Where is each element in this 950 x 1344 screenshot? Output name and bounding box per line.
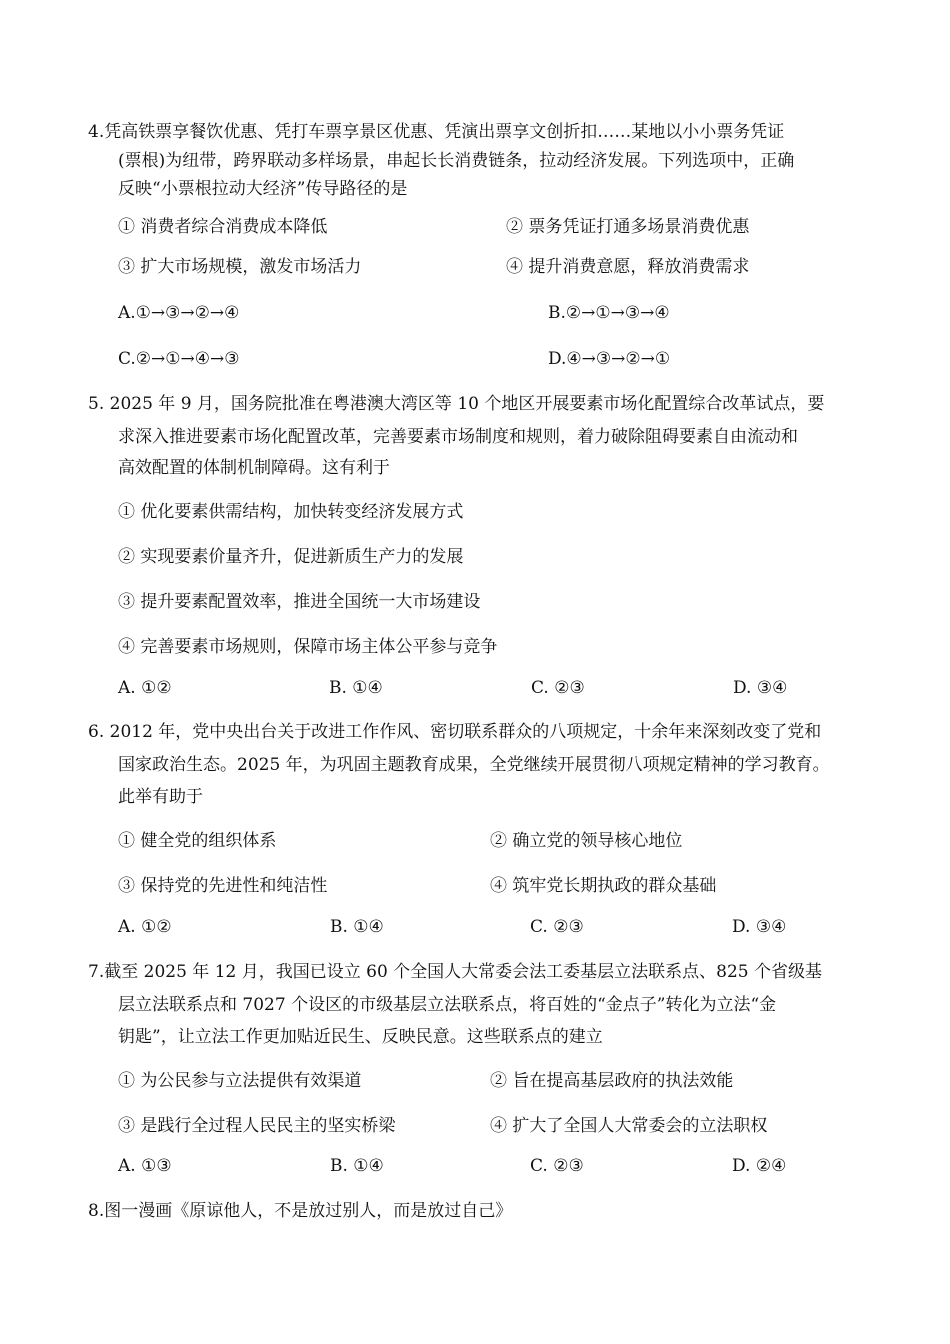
q6-choice-c: C. ②③	[530, 917, 584, 937]
q5-choice-a: A. ①②	[118, 678, 172, 698]
q5-choice-c: C. ②③	[531, 678, 585, 698]
q5-statement-3: ③ 提升要素配置效率，推进全国统一大市场建设	[118, 592, 481, 612]
q4-choice-a: A.①→③→②→④	[118, 303, 240, 323]
q6-statement-2: ② 确立党的领导核心地位	[490, 831, 683, 851]
q4-statement-2: ② 票务凭证打通多场景消费优惠	[506, 217, 750, 237]
q4-statement-4: ④ 提升消费意愿，释放消费需求	[506, 257, 750, 277]
q6-statement-1: ① 健全党的组织体系	[118, 831, 277, 851]
q5-choice-d: D. ③④	[733, 678, 788, 698]
q4-stem-line-1: 4.凭高铁票享餐饮优惠、凭打车票享景区优惠、凭演出票享文创折扣……某地以小小票务凭证	[88, 122, 785, 142]
q4-stem-line-2: (票根)为纽带，跨界联动多样场景，串起长长消费链条，拉动经济发展。下列选项中，正确	[118, 151, 795, 171]
q4-choice-c: C.②→①→④→③	[118, 349, 240, 369]
q4-stem-line-3: 反映“小票根拉动大经济”传导路径的是	[118, 179, 408, 199]
q6-choice-d: D. ③④	[732, 917, 787, 937]
q5-statement-4: ④ 完善要素市场规则，保障市场主体公平参与竞争	[118, 637, 498, 657]
q4-statement-1: ① 消费者综合消费成本降低	[118, 217, 328, 237]
q4-choice-b: B.②→①→③→④	[548, 303, 670, 323]
q7-statement-2: ② 旨在提高基层政府的执法效能	[490, 1071, 734, 1091]
q7-choice-c: C. ②③	[530, 1156, 584, 1176]
q8-stem-line-1: 8.图一漫画《原谅他人，不是放过别人，而是放过自己》	[88, 1201, 513, 1221]
q5-statement-1: ① 优化要素供需结构，加快转变经济发展方式	[118, 502, 464, 522]
q4-choice-d: D.④→③→②→①	[548, 349, 671, 369]
q5-stem-line-3: 高效配置的体制机制障碍。这有利于	[118, 458, 390, 478]
q7-statement-4: ④ 扩大了全国人大常委会的立法职权	[490, 1116, 768, 1136]
q6-stem-line-2: 国家政治生态。2025 年，为巩固主题教育成果，全党继续开展贯彻八项规定精神的学习教育。	[118, 755, 830, 775]
q7-statement-3: ③ 是践行全过程人民民主的坚实桥梁	[118, 1116, 396, 1136]
q7-choice-b: B. ①④	[330, 1156, 384, 1176]
q5-stem-line-2: 求深入推进要素市场化配置改革，完善要素市场制度和规则，着力破除阻碍要素自由流动和	[118, 427, 798, 447]
q5-statement-2: ② 实现要素价量齐升，促进新质生产力的发展	[118, 547, 464, 567]
q7-stem-line-3: 钥匙”，让立法工作更加贴近民生、反映民意。这些联系点的建立	[118, 1027, 603, 1047]
q6-statement-4: ④ 筑牢党长期执政的群众基础	[490, 876, 717, 896]
q7-stem-line-1: 7.截至 2025 年 12 月，我国已设立 60 个全国人大常委会法工委基层立法联系点、825 个省级基	[88, 962, 823, 982]
q7-stem-line-2: 层立法联系点和 7027 个设区的市级基层立法联系点，将百姓的“金点子”转化为立法“金	[118, 995, 777, 1015]
q6-stem-line-3: 此举有助于	[118, 787, 203, 807]
q5-choice-b: B. ①④	[329, 678, 383, 698]
q6-choice-b: B. ①④	[330, 917, 384, 937]
q7-statement-1: ① 为公民参与立法提供有效渠道	[118, 1071, 362, 1091]
q6-stem-line-1: 6. 2012 年，党中央出台关于改进工作作风、密切联系群众的八项规定，十余年来深刻改变了党和	[88, 722, 822, 742]
q6-choice-a: A. ①②	[118, 917, 172, 937]
q6-statement-3: ③ 保持党的先进性和纯洁性	[118, 876, 328, 896]
q7-choice-d: D. ②④	[732, 1156, 787, 1176]
q4-statement-3: ③ 扩大市场规模，激发市场活力	[118, 257, 362, 277]
q7-choice-a: A. ①③	[118, 1156, 172, 1176]
q5-stem-line-1: 5. 2025 年 9 月，国务院批准在粤港澳大湾区等 10 个地区开展要素市场化配置综合改革试点，要	[88, 394, 825, 414]
